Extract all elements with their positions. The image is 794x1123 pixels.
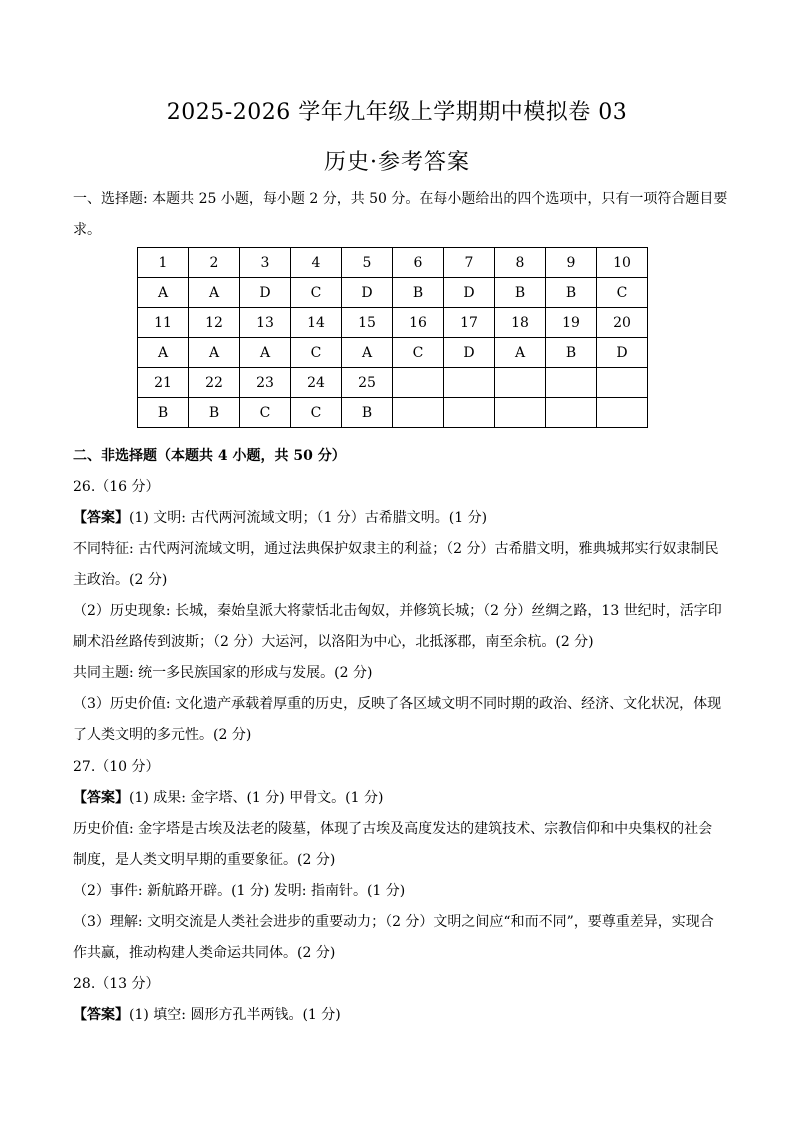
table-cell: 12 <box>189 308 240 338</box>
q28-line1 <box>73 1000 728 1031</box>
table-cell: C <box>240 398 291 428</box>
table-cell: A <box>189 278 240 308</box>
table-cell <box>597 398 648 428</box>
table-cell: 15 <box>342 308 393 338</box>
table-cell <box>495 398 546 428</box>
table-cell: 20 <box>597 308 648 338</box>
table-cell <box>393 368 444 398</box>
table-cell: D <box>444 278 495 308</box>
table-cell: C <box>291 278 342 308</box>
page-subtitle: 历史·参考答案 <box>324 150 470 175</box>
table-cell: A <box>240 338 291 368</box>
table-cell: C <box>597 278 648 308</box>
table-cell: A <box>495 338 546 368</box>
section1-intro-line1: 一、选择题: 本题共 25 小题，每小题 2 分，共 50 分。在每小题给出的四个选项中，只有一项符合题目要 <box>73 191 728 207</box>
table-cell: B <box>342 398 393 428</box>
table-cell: 4 <box>291 248 342 278</box>
q26-line5: 刷术沿丝路传到波斯；（2 分）大运河，以洛阳为中心，北抵涿郡，南至余杭。(2 分) <box>73 634 594 650</box>
table-cell: D <box>240 278 291 308</box>
table-cell: 23 <box>240 368 291 398</box>
table-cell <box>444 398 495 428</box>
table-row <box>138 338 648 368</box>
table-cell: 25 <box>342 368 393 398</box>
answer-label: 【答案】 <box>73 510 129 526</box>
table-cell: C <box>291 398 342 428</box>
q27-line2: 历史价值: 金字塔是古埃及法老的陵墓，体现了古埃及高度发达的建筑技术、宗教信仰和中央集权的社会 <box>73 821 713 837</box>
table-row <box>138 248 648 278</box>
table-cell: 16 <box>393 308 444 338</box>
table-cell: D <box>444 338 495 368</box>
q28-number: 28.（13 分） <box>73 976 160 992</box>
q27-line4: （2）事件: 新航路开辟。(1 分) 发明: 指南针。(1 分) <box>73 883 406 899</box>
table-row <box>138 308 648 338</box>
table-cell <box>546 398 597 428</box>
table-cell <box>393 398 444 428</box>
table-cell: A <box>138 278 189 308</box>
q28-line1-text: (1) 填空: 圆形方孔半两钱。(1 分) <box>129 1007 341 1023</box>
answer-label: 【答案】 <box>73 790 129 806</box>
table-cell: 3 <box>240 248 291 278</box>
table-cell <box>597 368 648 398</box>
answer-label: 【答案】 <box>73 1007 129 1023</box>
table-cell: C <box>291 338 342 368</box>
table-cell: B <box>546 338 597 368</box>
table-cell: 2 <box>189 248 240 278</box>
table-cell: A <box>189 338 240 368</box>
q26-line3: 主政治。(2 分) <box>73 572 168 588</box>
table-row <box>138 368 648 398</box>
table-cell: 10 <box>597 248 648 278</box>
page-title: 2025-2026 学年九年级上学期期中模拟卷 03 <box>166 100 628 125</box>
section1-intro-line2: 求。 <box>73 222 101 238</box>
q27-line3: 制度，是人类文明早期的重要象征。(2 分) <box>73 852 336 868</box>
table-cell: 14 <box>291 308 342 338</box>
q27-line6: 作共赢，推动构建人类命运共同体。(2 分) <box>73 945 336 961</box>
table-cell: 21 <box>138 368 189 398</box>
answer-table <box>137 247 648 428</box>
table-cell: 11 <box>138 308 189 338</box>
q26-line4: （2）历史现象: 长城，秦始皇派大将蒙恬北击匈奴，并修筑长城；（2 分）丝绸之路，13 世纪时，活字印 <box>73 603 722 619</box>
table-cell: 22 <box>189 368 240 398</box>
table-cell <box>495 368 546 398</box>
table-cell: 5 <box>342 248 393 278</box>
table-cell: 13 <box>240 308 291 338</box>
table-cell: B <box>138 398 189 428</box>
table-cell: 17 <box>444 308 495 338</box>
q26-line6: 共同主题: 统一多民族国家的形成与发展。(2 分) <box>73 665 373 681</box>
table-cell <box>444 368 495 398</box>
table-cell: B <box>546 278 597 308</box>
table-cell: D <box>597 338 648 368</box>
q27-line5: （3）理解: 文明交流是人类社会进步的重要动力；（2 分）文明之间应“和而不同”，要尊重差异，实现合 <box>73 914 714 930</box>
q26-line7: （3）历史价值: 文化遗产承载着厚重的历史，反映了各区域文明不同时期的政治、经济、文化状况，体现 <box>73 696 722 712</box>
q26-line1 <box>73 503 728 534</box>
table-cell: D <box>342 278 393 308</box>
q27-number: 27.（10 分） <box>73 759 160 775</box>
q27-line1 <box>73 783 728 814</box>
table-cell: A <box>342 338 393 368</box>
table-cell: 6 <box>393 248 444 278</box>
table-cell: 19 <box>546 308 597 338</box>
table-row <box>138 278 648 308</box>
q26-line1-text: (1) 文明: 古代两河流域文明；（1 分）古希腊文明。(1 分) <box>129 510 488 526</box>
table-cell: B <box>393 278 444 308</box>
table-cell: B <box>495 278 546 308</box>
table-cell: 1 <box>138 248 189 278</box>
table-cell <box>546 368 597 398</box>
table-cell: C <box>393 338 444 368</box>
table-cell: A <box>138 338 189 368</box>
table-row <box>138 398 648 428</box>
table-cell: B <box>189 398 240 428</box>
table-cell: 24 <box>291 368 342 398</box>
q26-line8: 了人类文明的多元性。(2 分) <box>73 727 252 743</box>
q26-number: 26.（16 分） <box>73 479 160 495</box>
table-cell: 9 <box>546 248 597 278</box>
q26-line2: 不同特征: 古代两河流域文明，通过法典保护奴隶主的利益；（2 分）古希腊文明，雅典城邦实行奴隶制民 <box>73 541 719 557</box>
section2-heading: 二、非选择题（本题共 4 小题，共 50 分） <box>73 448 346 464</box>
table-cell: 18 <box>495 308 546 338</box>
table-cell: 8 <box>495 248 546 278</box>
table-cell: 7 <box>444 248 495 278</box>
q27-line1-text: (1) 成果: 金字塔、(1 分) 甲骨文。(1 分) <box>129 790 384 806</box>
